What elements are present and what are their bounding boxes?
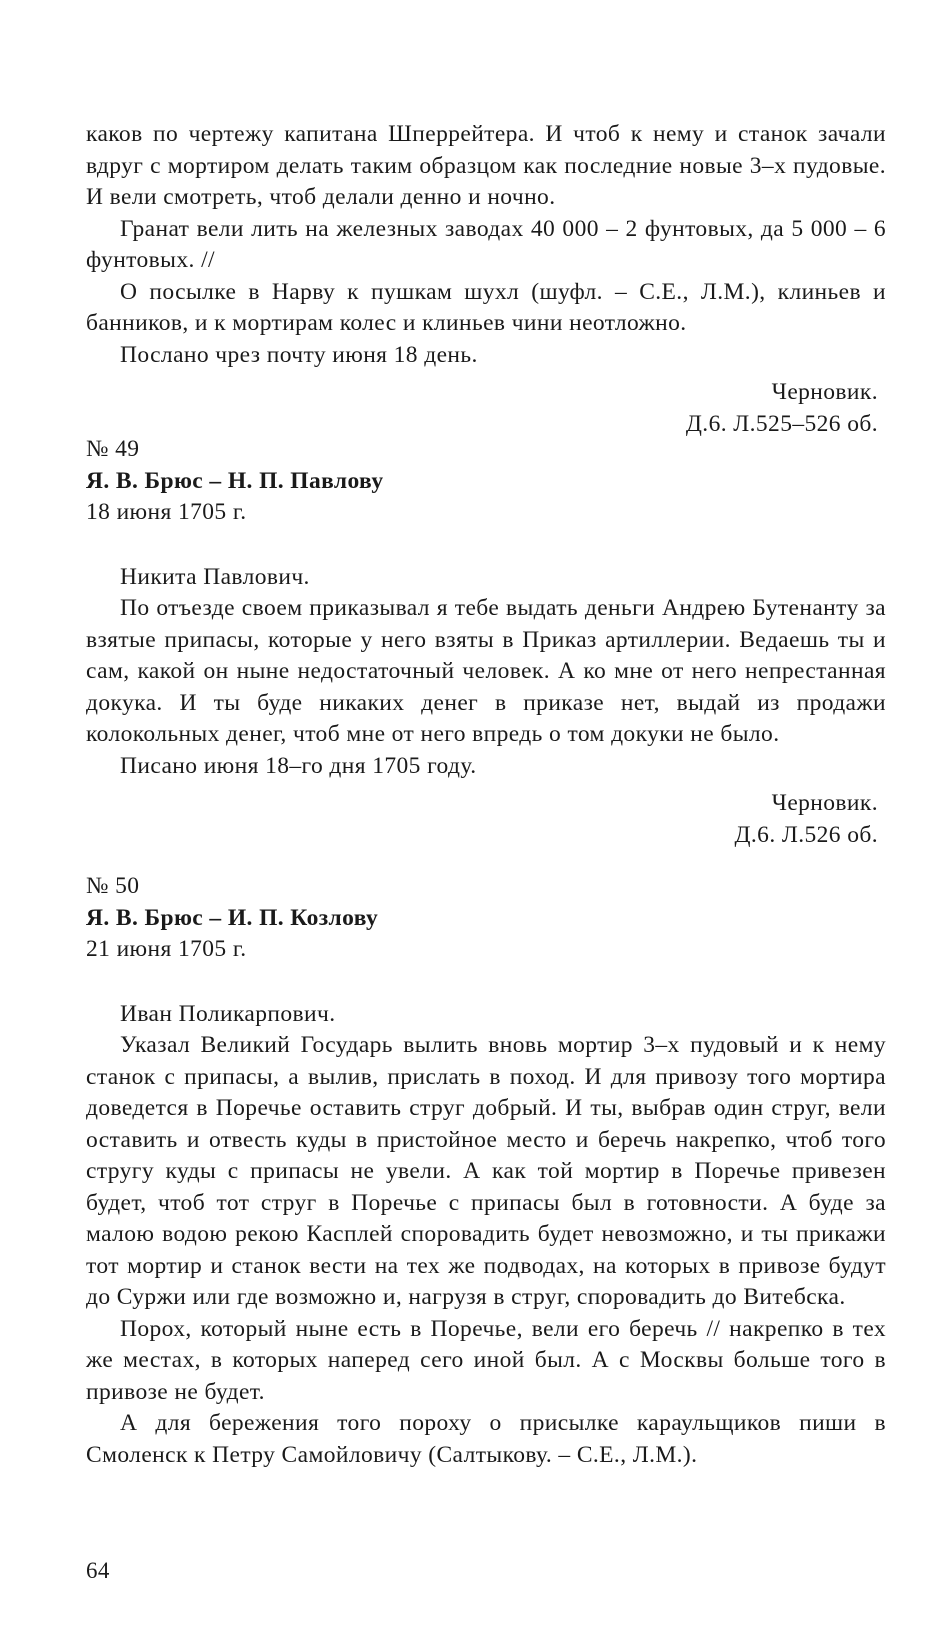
doc49-title: Я. В. Брюс – Н. П. Павлову: [86, 467, 384, 494]
intro-paragraph-2: Гранат вели лить на железных заводах 40 000 – 2 фунтовых, да 5 000 – 6 фунтовых. //: [86, 215, 886, 273]
doc49-archive-ref: Д.6. Л.526 об.: [734, 821, 878, 848]
doc50-number: № 50: [86, 873, 140, 899]
intro-archive-ref: Д.6. Л.525–526 об.: [685, 410, 878, 437]
doc49-date: 18 июня 1705 г.: [86, 499, 247, 525]
document-50: [86, 871, 886, 1471]
intro-paragraph-3: О посылке в Нарву к пушкам шухл (шуфл. – С.Е., Л.М.), клиньев и банников, и к мортирам колес и клиньев чини неотложно.: [86, 278, 886, 336]
doc49-number: № 49: [86, 436, 140, 462]
doc49-draft-note: Черновик.: [771, 790, 878, 816]
intro-section: [86, 119, 886, 440]
doc49-salutation: Никита Павлович.: [120, 563, 310, 590]
intro-draft-note: Черновик.: [771, 379, 878, 405]
doc50-title: Я. В. Брюс – И. П. Козлову: [86, 904, 379, 931]
doc50-paragraph-1: Указал Великий Государь вылить вновь мортир 3–х пудовый и к нему станок с припасы, а вылив, прислать в поход. И для привозу того мортира доведется в Поречье оставить струг добрый. И ты, выбрав один струг, вели оставить и отвесть куды в пристойное место и беречь накрепко, чтоб того стругу куды с припасы не увели. А как той мортир в Поречье привезен будет, чтоб тот струг в Поречье с припасы был в готовности. А буде за малою водою рекою Касплей споровадить будет невозможно, и ты прикажи тот мортир и станок вести на тех же подводах, на которых в привозе будут до Суржи или где возможно и, нагрузя в струг, споровадить до Витебска.: [86, 1032, 886, 1310]
doc50-date: 21 июня 1705 г.: [86, 936, 247, 962]
intro-paragraph-1: каков по чертежу капитана Шперрейтера. И чтоб к нему и станок зачали вдруг с мортиром делать таким образцом как последние новые 3–х пудовые. И вели смотреть, чтоб делали денно и ночно.: [86, 121, 886, 210]
doc49-paragraph-2: Писано июня 18–го дня 1705 году.: [120, 752, 477, 779]
document-49: [86, 434, 886, 851]
page-number: 64: [86, 1558, 110, 1583]
doc49-paragraph-1: По отъезде своем приказывал я тебе выдать деньги Андрею Бутенанту за взятые припасы, которые у него взяты в Приказ артиллерии. Ведаешь ты и сам, какой он ныне недостаточный человек. А ко мне от него непрестанная докука. И ты буде никаких денег в приказе нет, выдай из продажи колокольных денег, чтоб мне от него впредь о том докуки не было.: [86, 595, 886, 747]
intro-paragraph-4: Послано чрез почту июня 18 день.: [120, 341, 478, 368]
doc50-paragraph-2: Порох, который ныне есть в Поречье, вели его беречь // накрепко в тех же местах, в которых наперед сего иной был. А с Москвы больше того в привозе не будет.: [86, 1315, 886, 1405]
doc50-paragraph-3: А для бережения того пороху о присылке караульщиков пиши в Смоленск к Петру Самойловичу (Салтыкову. – С.Е., Л.М.).: [86, 1410, 886, 1468]
doc50-salutation: Иван Поликарпович.: [120, 1000, 336, 1027]
